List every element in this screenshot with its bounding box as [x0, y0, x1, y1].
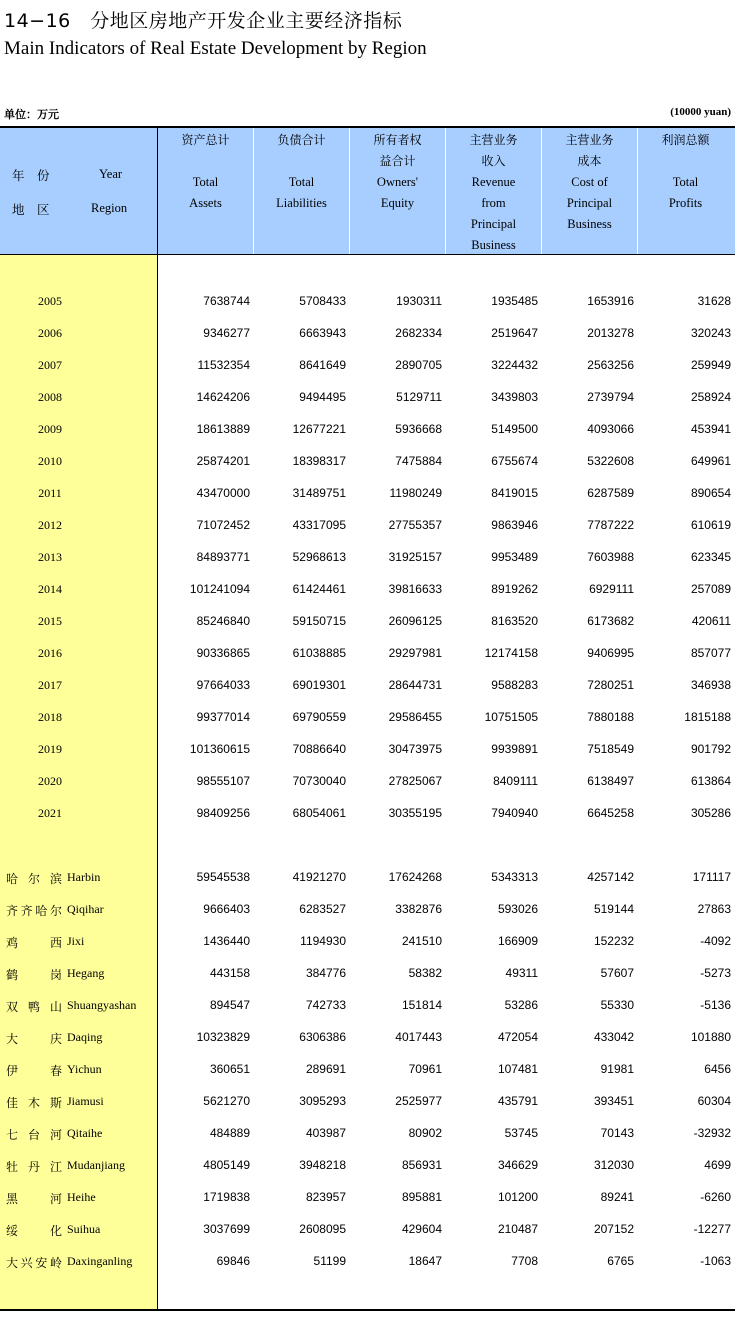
cell-value: 18398317 — [292, 454, 346, 468]
cell-value: -6260 — [700, 1190, 731, 1204]
cell-value: 393451 — [593, 1094, 634, 1108]
row-label-year: 2012 — [38, 518, 62, 532]
cell-value: 890654 — [690, 486, 731, 500]
cell-value: 69790559 — [292, 710, 346, 724]
table-row-year — [0, 804, 735, 824]
row-label-year: 2021 — [38, 806, 62, 820]
cell-value: -12277 — [693, 1222, 731, 1236]
cell-value: 9953489 — [491, 550, 538, 564]
table-row-year — [0, 708, 735, 728]
cell-value: 91981 — [600, 1062, 634, 1076]
cell-value: 89241 — [600, 1190, 634, 1204]
row-label-region-cn: 鸡西 — [6, 936, 62, 950]
cell-value: 433042 — [593, 1030, 634, 1044]
cell-value: 26096125 — [388, 614, 442, 628]
column-header-en: from — [481, 196, 506, 210]
column-header-cn: 成本 — [577, 154, 602, 168]
cell-value: 9494495 — [299, 390, 346, 404]
column-header-cn: 收入 — [481, 154, 506, 168]
row-label-year: 2007 — [38, 358, 62, 372]
cell-value: 420611 — [691, 614, 731, 628]
column-header-en: Cost of — [571, 175, 608, 189]
table-row-region — [0, 1028, 735, 1048]
row-label-region-en: Suihua — [67, 1222, 101, 1236]
cell-value: 101880 — [690, 1030, 731, 1044]
column-header-cn: 资产总计 — [181, 133, 230, 147]
cell-value: 9346277 — [203, 326, 250, 340]
cell-value: 10751505 — [484, 710, 538, 724]
cell-value: 31628 — [697, 294, 731, 308]
cell-value: 151814 — [401, 998, 442, 1012]
row-label-year: 2013 — [38, 550, 62, 564]
cell-value: 2013278 — [587, 326, 634, 340]
table-row-year — [0, 580, 735, 600]
cell-value: 101241094 — [189, 582, 250, 596]
row-label-region-en: Shuangyashan — [67, 998, 137, 1012]
column-header-en: Profits — [668, 196, 703, 210]
cell-value: 312030 — [593, 1158, 634, 1172]
column-header-en: Business — [567, 217, 612, 231]
cell-value: 6929111 — [589, 582, 634, 596]
cell-value: 403987 — [305, 1126, 346, 1140]
table-row-region — [0, 1060, 735, 1080]
cell-value: 29297981 — [388, 646, 442, 660]
table-row-region — [0, 964, 735, 984]
table-row-region — [0, 1252, 735, 1272]
row-label-region-cn: 伊春 — [6, 1064, 62, 1078]
cell-value: 9939891 — [491, 742, 538, 756]
cell-value: 610619 — [690, 518, 731, 532]
row-label-region-cn: 齐齐哈尔 — [6, 904, 62, 918]
row-label-region-en: Mudanjiang — [67, 1158, 125, 1172]
row-label-region-en: Heihe — [67, 1190, 96, 1204]
column-header-cn: 主营业务 — [565, 133, 614, 147]
table-row-year — [0, 484, 735, 504]
table-row-region — [0, 996, 735, 1016]
column-header — [254, 130, 349, 214]
cell-value: 57607 — [600, 966, 634, 980]
cell-value: 41921270 — [292, 870, 346, 884]
cell-value: 11532354 — [197, 358, 250, 372]
cell-value: 360651 — [209, 1062, 250, 1076]
cell-value: 69846 — [216, 1254, 250, 1268]
cell-value: -1063 — [700, 1254, 731, 1268]
cell-value: 27755357 — [388, 518, 442, 532]
cell-value: 2739794 — [587, 390, 634, 404]
cell-value: 5343313 — [491, 870, 538, 884]
cell-value: 593026 — [497, 902, 538, 916]
cell-value: 90336865 — [196, 646, 250, 660]
cell-value: 80902 — [408, 1126, 442, 1140]
column-header-en: Total — [288, 175, 315, 189]
cell-value: 2608095 — [299, 1222, 346, 1236]
cell-value: 70143 — [600, 1126, 634, 1140]
table-row-year — [0, 676, 735, 696]
cell-value: 25874201 — [196, 454, 250, 468]
cell-value: 4257142 — [587, 870, 634, 884]
cell-value: 71072452 — [196, 518, 250, 532]
cell-value: 59150715 — [292, 614, 346, 628]
cell-value: 289691 — [305, 1062, 346, 1076]
cell-value: 1719838 — [203, 1190, 250, 1204]
column-header-en: Assets — [189, 196, 222, 210]
cell-value: 472054 — [497, 1030, 538, 1044]
row-label-year: 2016 — [38, 646, 62, 660]
row-label-region-cn: 大兴安岭 — [6, 1256, 62, 1270]
cell-value: 1930311 — [396, 294, 442, 308]
cell-value: 856931 — [401, 1158, 442, 1172]
cell-value: 258924 — [690, 390, 731, 404]
cell-value: 101360615 — [189, 742, 250, 756]
cell-value: 484889 — [209, 1126, 250, 1140]
cell-value: 61038885 — [292, 646, 346, 660]
cell-value: 8419015 — [491, 486, 538, 500]
cell-value: 742733 — [305, 998, 346, 1012]
cell-value: 901792 — [690, 742, 731, 756]
column-header-en: Total — [672, 175, 699, 189]
cell-value: 305286 — [690, 806, 731, 820]
row-label-year: 2015 — [38, 614, 62, 628]
row-label-year: 2018 — [38, 710, 62, 724]
table-row-year — [0, 388, 735, 408]
table-row-year — [0, 548, 735, 568]
cell-value: 43317095 — [292, 518, 346, 532]
cell-value: 8163520 — [491, 614, 538, 628]
table-row-region — [0, 868, 735, 888]
cell-value: 9863946 — [491, 518, 538, 532]
cell-value: 28644731 — [388, 678, 442, 692]
cell-value: 7940940 — [491, 806, 538, 820]
row-label-region-cn: 绥化 — [6, 1224, 62, 1238]
cell-value: 3095293 — [299, 1094, 346, 1108]
cell-value: 98555107 — [196, 774, 250, 788]
cell-value: 31925157 — [388, 550, 442, 564]
cell-value: 30473975 — [388, 742, 442, 756]
row-label-region-en: Harbin — [67, 870, 101, 884]
cell-value: 429604 — [401, 1222, 442, 1236]
row-label-region-cn: 佳木斯 — [6, 1096, 62, 1110]
cell-value: 894547 — [209, 998, 250, 1012]
row-label-year: 2020 — [38, 774, 62, 788]
cell-value: 43470000 — [196, 486, 250, 500]
cell-value: 346629 — [497, 1158, 538, 1172]
table-row-region — [0, 1188, 735, 1208]
cell-value: 59545538 — [196, 870, 250, 884]
cell-value: 39816633 — [388, 582, 442, 596]
row-label-year: 2009 — [38, 422, 62, 436]
cell-value: 3948218 — [299, 1158, 346, 1172]
cell-value: 7880188 — [587, 710, 634, 724]
row-label-region-cn: 双鸭山 — [6, 1000, 62, 1014]
cell-value: 895881 — [401, 1190, 442, 1204]
cell-value: 51199 — [313, 1254, 346, 1268]
cell-value: 3382876 — [395, 902, 442, 916]
cell-value: 18647 — [408, 1254, 442, 1268]
cell-value: 6138497 — [587, 774, 634, 788]
cell-value: 6287589 — [587, 486, 634, 500]
cell-value: 101200 — [497, 1190, 538, 1204]
cell-value: 6173682 — [587, 614, 634, 628]
cell-value: 8409111 — [493, 774, 538, 788]
header-spacer — [254, 151, 349, 172]
cell-value: 7708 — [511, 1254, 538, 1268]
row-label-year: 2011 — [38, 486, 62, 500]
column-header-cn: 利润总额 — [661, 133, 710, 147]
cell-value: 6306386 — [299, 1030, 346, 1044]
cell-value: 84893771 — [196, 550, 250, 564]
row-label-region-cn: 哈尔滨 — [6, 872, 62, 886]
cell-value: 259949 — [690, 358, 731, 372]
cell-value: 1436440 — [203, 934, 250, 948]
cell-value: 5129711 — [396, 390, 442, 404]
cell-value: 9406995 — [587, 646, 634, 660]
cell-value: 9666403 — [203, 902, 250, 916]
cell-value: 4017443 — [395, 1030, 442, 1044]
column-header-en: Revenue — [471, 175, 516, 189]
row-label-region-cn: 大庆 — [6, 1032, 62, 1046]
cell-value: 49311 — [505, 966, 538, 980]
cell-value: 1935485 — [491, 294, 538, 308]
cell-value: 320243 — [690, 326, 731, 340]
cell-value: 3224432 — [491, 358, 538, 372]
cell-value: 453941 — [690, 422, 731, 436]
cell-value: 98409256 — [196, 806, 250, 820]
row-label-region-cn: 牡丹江 — [6, 1160, 62, 1174]
cell-value: 857077 — [690, 646, 731, 660]
stub-header-year-cn: 年 份 — [12, 168, 50, 183]
cell-value: 384776 — [305, 966, 346, 980]
cell-value: 1194930 — [300, 934, 346, 948]
cell-value: 7787222 — [587, 518, 634, 532]
cell-value: 2563256 — [587, 358, 634, 372]
cell-value: 12174158 — [484, 646, 538, 660]
cell-value: 3439803 — [491, 390, 538, 404]
cell-value: 99377014 — [196, 710, 250, 724]
row-label-region-en: Qitaihe — [67, 1126, 103, 1140]
cell-value: 85246840 — [196, 614, 250, 628]
cell-value: 257089 — [690, 582, 731, 596]
cell-value: 210487 — [497, 1222, 538, 1236]
cell-value: 2519647 — [491, 326, 538, 340]
row-label-region-cn: 鹤岗 — [6, 968, 62, 982]
cell-value: 166909 — [497, 934, 538, 948]
cell-value: 613864 — [690, 774, 731, 788]
cell-value: 6456 — [704, 1062, 731, 1076]
column-header-cn: 益合计 — [379, 154, 416, 168]
column-header-en: Business — [471, 238, 516, 252]
cell-value: 52968613 — [292, 550, 346, 564]
cell-value: 6765 — [607, 1254, 634, 1268]
column-header — [542, 130, 637, 235]
cell-value: 12677221 — [292, 422, 346, 436]
column-header-cn: 负债合计 — [277, 133, 326, 147]
cell-value: 55330 — [600, 998, 634, 1012]
table-row-year — [0, 516, 735, 536]
cell-value: 30355195 — [388, 806, 442, 820]
cell-value: 2682334 — [395, 326, 442, 340]
cell-value: 68054061 — [292, 806, 346, 820]
cell-value: 70730040 — [292, 774, 346, 788]
header-spacer — [158, 151, 253, 172]
cell-value: 7280251 — [587, 678, 634, 692]
cell-value: 11980249 — [389, 486, 442, 500]
row-label-region-en: Daqing — [67, 1030, 103, 1044]
cell-value: 4093066 — [587, 422, 634, 436]
cell-value: 171117 — [692, 870, 731, 884]
cell-value: 7638744 — [203, 294, 250, 308]
cell-value: 6755674 — [491, 454, 538, 468]
table-row-region — [0, 1220, 735, 1240]
table-row-year — [0, 644, 735, 664]
cell-value: 346938 — [690, 678, 731, 692]
table-row-year — [0, 292, 735, 312]
cell-value: 823957 — [305, 1190, 346, 1204]
cell-value: 53745 — [504, 1126, 538, 1140]
bottom-rule — [0, 1309, 735, 1311]
cell-value: 18613889 — [196, 422, 250, 436]
row-label-region-en: Jixi — [67, 934, 85, 948]
cell-value: 4699 — [704, 1158, 731, 1172]
table-row-year — [0, 740, 735, 760]
column-header — [446, 130, 541, 256]
cell-value: 69019301 — [292, 678, 346, 692]
cell-value: -4092 — [700, 934, 731, 948]
table-row-region — [0, 900, 735, 920]
cell-value: 5621270 — [203, 1094, 250, 1108]
row-label-region-en: Daxinganling — [67, 1254, 133, 1268]
row-label-region-en: Hegang — [67, 966, 105, 980]
cell-value: 61424461 — [292, 582, 346, 596]
row-label-year: 2019 — [38, 742, 62, 756]
cell-value: 4805149 — [203, 1158, 250, 1172]
table-row-year — [0, 612, 735, 632]
stub-header-year-en: Year — [99, 167, 123, 181]
cell-value: -32932 — [693, 1126, 731, 1140]
row-label-year: 2017 — [38, 678, 62, 692]
row-label-year: 2010 — [38, 454, 62, 468]
cell-value: 29586455 — [388, 710, 442, 724]
table-row-year — [0, 452, 735, 472]
column-header — [158, 130, 253, 214]
row-label-year: 2005 — [38, 294, 62, 308]
column-header — [350, 130, 445, 214]
stub-header-region-cn: 地 区 — [12, 202, 50, 217]
table-row-year — [0, 356, 735, 376]
cell-value: 3037699 — [203, 1222, 250, 1236]
cell-value: 443158 — [209, 966, 250, 980]
cell-value: 97664033 — [196, 678, 250, 692]
header-spacer — [638, 151, 733, 172]
cell-value: 70886640 — [292, 742, 346, 756]
column-header-en: Liabilities — [276, 196, 327, 210]
cell-value: 6663943 — [299, 326, 346, 340]
unit-label-en: (10000 yuan) — [670, 106, 731, 118]
column-header-cn: 主营业务 — [469, 133, 518, 147]
cell-value: 207152 — [593, 1222, 634, 1236]
cell-value: 7603988 — [587, 550, 634, 564]
cell-value: 9588283 — [491, 678, 538, 692]
table-row-year — [0, 772, 735, 792]
column-header-cn: 所有者权 — [373, 133, 422, 147]
row-label-region-en: Jiamusi — [67, 1094, 104, 1108]
cell-value: 27825067 — [388, 774, 442, 788]
cell-value: 623345 — [690, 550, 731, 564]
row-label-year: 2006 — [38, 326, 62, 340]
cell-value: 5936668 — [395, 422, 442, 436]
cell-value: 8919262 — [491, 582, 538, 596]
cell-value: 70961 — [408, 1062, 442, 1076]
cell-value: -5136 — [700, 998, 731, 1012]
cell-value: -5273 — [700, 966, 731, 980]
table-title-en: Main Indicators of Real Estate Development by Region — [4, 38, 427, 59]
table-row-year — [0, 324, 735, 344]
cell-value: 2890705 — [395, 358, 442, 372]
cell-value: 60304 — [697, 1094, 731, 1108]
cell-value: 7475884 — [395, 454, 442, 468]
cell-value: 14624206 — [196, 390, 250, 404]
cell-value: 152232 — [593, 934, 634, 948]
column-header-en: Principal — [470, 217, 517, 231]
cell-value: 5149500 — [491, 422, 538, 436]
cell-value: 17624268 — [388, 870, 442, 884]
row-label-region-cn: 七台河 — [6, 1128, 62, 1142]
column-header-en: Total — [192, 175, 219, 189]
column-header-en: Owners' — [376, 175, 419, 189]
cell-value: 8641649 — [299, 358, 346, 372]
cell-value: 10323829 — [196, 1030, 250, 1044]
row-label-year: 2014 — [38, 582, 62, 596]
column-header-en: Principal — [566, 196, 613, 210]
row-label-year: 2008 — [38, 390, 62, 404]
cell-value: 27863 — [697, 902, 731, 916]
cell-value: 1653916 — [587, 294, 634, 308]
cell-value: 649961 — [690, 454, 731, 468]
table-row-year — [0, 420, 735, 440]
cell-value: 241510 — [401, 934, 442, 948]
table-row-region — [0, 1156, 735, 1176]
row-label-region-cn: 黑河 — [6, 1192, 62, 1206]
cell-value: 6645258 — [587, 806, 634, 820]
column-header — [638, 130, 733, 214]
table-row-region — [0, 932, 735, 952]
cell-value: 7518549 — [587, 742, 634, 756]
stub-header-region-en: Region — [91, 201, 128, 215]
column-header-en: Equity — [380, 196, 415, 210]
table-title-cn: 14−16 分地区房地产开发企业主要经济指标 — [4, 10, 403, 32]
cell-value: 5708433 — [299, 294, 346, 308]
row-label-region-en: Yichun — [67, 1062, 102, 1076]
table-row-region — [0, 1124, 735, 1144]
cell-value: 1815188 — [684, 710, 731, 724]
cell-value: 107481 — [497, 1062, 538, 1076]
cell-value: 2525977 — [395, 1094, 442, 1108]
cell-value: 519144 — [593, 902, 634, 916]
table-row-region — [0, 1092, 735, 1112]
cell-value: 6283527 — [299, 902, 346, 916]
cell-value: 53286 — [504, 998, 538, 1012]
cell-value: 435791 — [497, 1094, 538, 1108]
cell-value: 31489751 — [292, 486, 346, 500]
unit-label-cn: 单位：万元 — [4, 108, 59, 121]
cell-value: 5322608 — [587, 454, 634, 468]
cell-value: 58382 — [408, 966, 442, 980]
row-label-region-en: Qiqihar — [67, 902, 104, 916]
